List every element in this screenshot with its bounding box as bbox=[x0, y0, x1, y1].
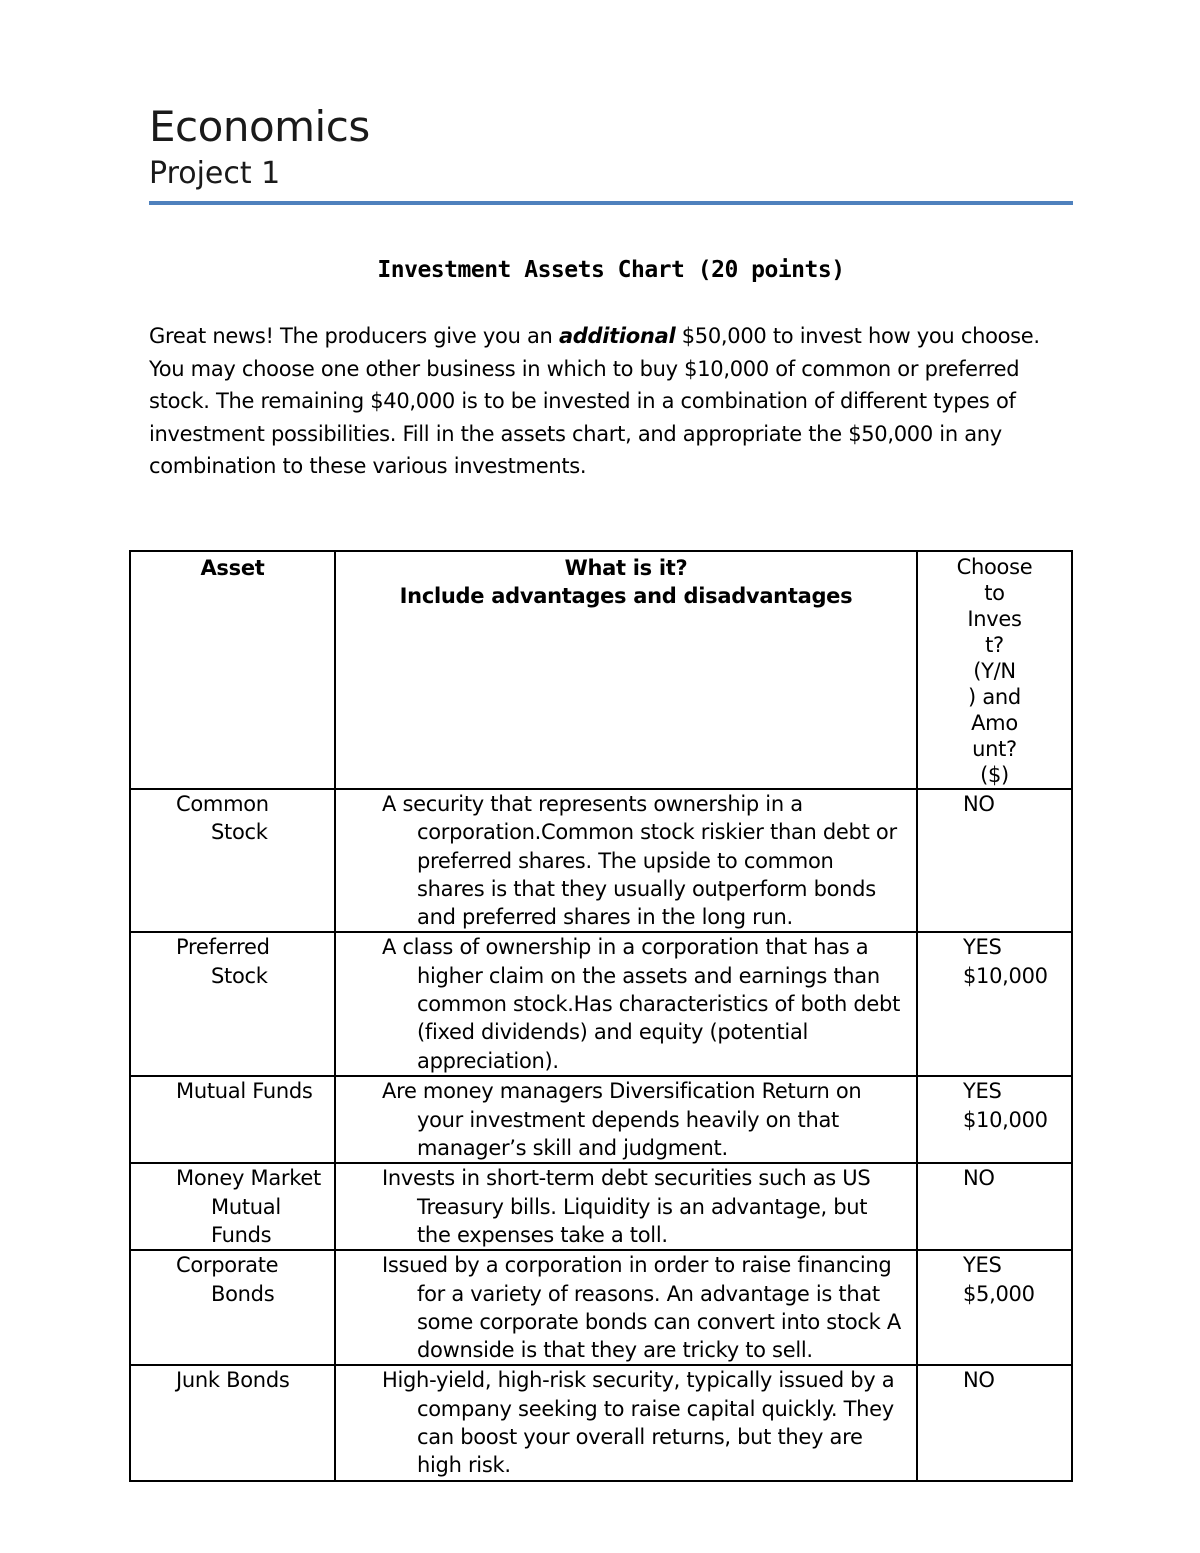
asset-name-cell bbox=[130, 1076, 335, 1163]
table-row bbox=[130, 1163, 1072, 1250]
header-what-line1: What is it? bbox=[564, 556, 688, 580]
header-choose-line: ) and bbox=[968, 685, 1021, 709]
asset-name-line: Mutual Funds bbox=[176, 1079, 313, 1104]
header-what-line2: Include advantages and disadvantages bbox=[399, 584, 853, 609]
asset-name-line: Stock bbox=[211, 963, 268, 988]
intro-text-part1: Great news! The producers give you an bbox=[149, 324, 559, 348]
header-choose-line: t? bbox=[985, 633, 1004, 657]
invest-choice-cell bbox=[917, 1163, 1072, 1250]
invest-choice: NO bbox=[963, 1368, 995, 1393]
asset-description: A class of ownership in a corporation that has a higher claim on the assets and earnings than common stock.Has characteristics of both debt (fixed dividends) and equity (potential appreciation). bbox=[335, 932, 917, 1076]
invest-amount: $10,000 bbox=[963, 963, 1048, 988]
header-choose-to-invest bbox=[917, 551, 1072, 789]
table-header-row bbox=[130, 551, 1072, 789]
asset-description: A security that represents ownership in a corporation.Common stock riskier than debt or preferred shares. The upside to common shares is that they usually outperform bonds and preferred shares in the long run. bbox=[335, 789, 917, 932]
asset-description: Issued by a corporation in order to raise financing for a variety of reasons. An advantage is that some corporate bonds can convert into stock A downside is that they are tricky to sell. bbox=[335, 1250, 917, 1365]
invest-choice: YES bbox=[963, 1079, 1002, 1104]
header-choose-line: to bbox=[984, 581, 1005, 605]
header-asset: Asset bbox=[130, 551, 335, 789]
invest-choice-cell bbox=[917, 1076, 1072, 1163]
document-subtitle: Project 1 bbox=[149, 156, 281, 191]
title-divider bbox=[149, 201, 1073, 205]
asset-name-line: Corporate bbox=[176, 1253, 279, 1278]
header-choose-line: Amo bbox=[971, 711, 1018, 735]
header-what-is-it bbox=[335, 551, 917, 789]
header-choose-line: (Y/N bbox=[973, 659, 1016, 683]
invest-amount: $5,000 bbox=[963, 1281, 1035, 1306]
asset-name-cell bbox=[130, 932, 335, 1076]
header-choose-line: ($) bbox=[980, 763, 1009, 787]
asset-name-line: Preferred bbox=[176, 935, 270, 960]
asset-name-line: Funds bbox=[211, 1222, 272, 1247]
document-title: Economics bbox=[149, 102, 370, 151]
invest-choice: NO bbox=[963, 792, 995, 816]
intro-emphasis: additional bbox=[558, 324, 676, 348]
table-row bbox=[130, 932, 1072, 1076]
asset-name-cell bbox=[130, 1163, 335, 1250]
header-choose-line: unt? bbox=[972, 737, 1017, 761]
invest-choice: YES bbox=[963, 935, 1002, 960]
asset-name-cell bbox=[130, 789, 335, 932]
section-heading: Investment Assets Chart (20 points) bbox=[377, 257, 845, 283]
intro-text-part2: $50,000 to invest how you choose. You may choose one other business in which to buy $10,000 of common or preferred stock. The remaining $40,000 is to be invested in a combination of different types of investment possibilities. Fill in the assets chart, and appropriate the $50,000 in any combination to these various investments. bbox=[149, 324, 1040, 478]
table-row bbox=[130, 1076, 1072, 1163]
asset-name-line: Bonds bbox=[211, 1281, 275, 1306]
intro-paragraph bbox=[149, 320, 1059, 483]
asset-name-line: Junk Bonds bbox=[176, 1368, 290, 1393]
table-row bbox=[130, 789, 1072, 932]
asset-description: Invests in short-term debt securities such as US Treasury bills. Liquidity is an advantage, but the expenses take a toll. bbox=[335, 1163, 917, 1250]
asset-name-line: Common bbox=[176, 792, 269, 816]
table-row bbox=[130, 1365, 1072, 1480]
header-choose-line: Inves bbox=[967, 607, 1022, 631]
invest-choice-cell bbox=[917, 932, 1072, 1076]
invest-amount: $10,000 bbox=[963, 1107, 1048, 1132]
invest-choice: NO bbox=[963, 1166, 995, 1191]
invest-choice-cell bbox=[917, 1250, 1072, 1365]
invest-choice: YES bbox=[963, 1253, 1002, 1278]
investment-assets-table bbox=[129, 550, 1073, 1482]
header-choose-line: Choose bbox=[956, 555, 1033, 579]
asset-name-cell bbox=[130, 1250, 335, 1365]
table-row bbox=[130, 1250, 1072, 1365]
asset-name-line: Money Market bbox=[176, 1166, 321, 1191]
invest-choice-cell bbox=[917, 1365, 1072, 1480]
asset-name-line: Stock bbox=[211, 820, 268, 845]
invest-choice-cell bbox=[917, 789, 1072, 932]
asset-name-cell bbox=[130, 1365, 335, 1480]
asset-description: High-yield, high-risk security, typically issued by a company seeking to raise capital quickly. They can boost your overall returns, but they are high risk. bbox=[335, 1365, 917, 1480]
asset-description: Are money managers Diversification Return on your investment depends heavily on that manager’s skill and judgment. bbox=[335, 1076, 917, 1163]
asset-name-line: Mutual bbox=[211, 1194, 281, 1219]
